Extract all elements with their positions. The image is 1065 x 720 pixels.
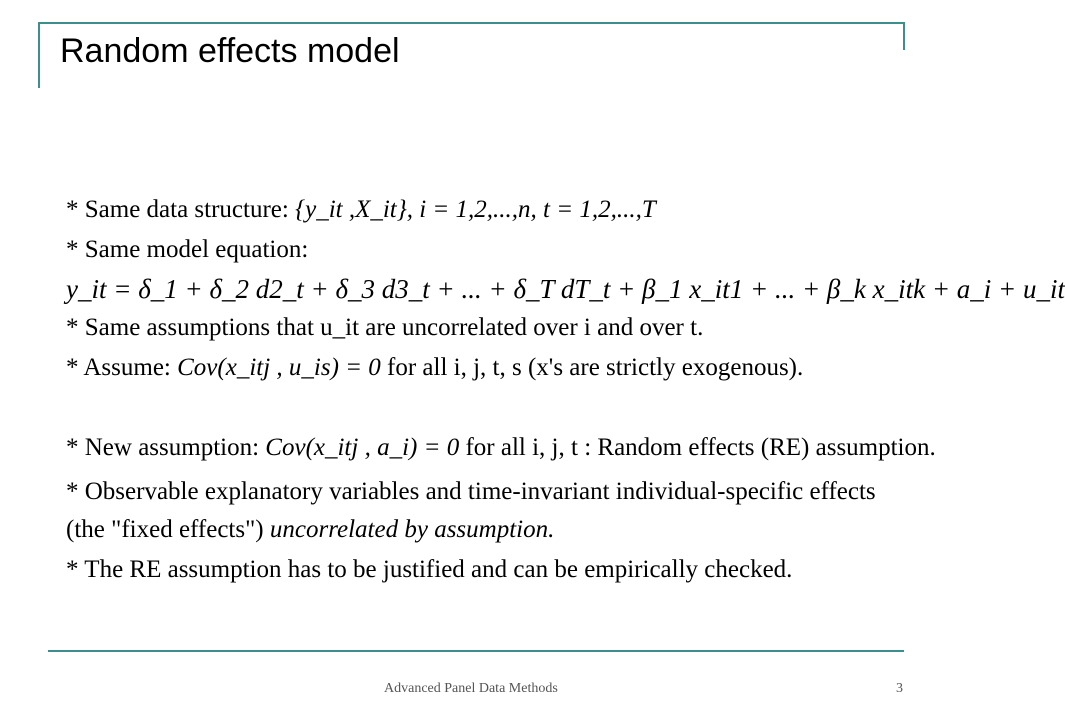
line-new-assumption-text: * New assumption:: [66, 434, 266, 461]
line-assume-text: * Assume:: [66, 354, 178, 381]
line-data-structure-math: {y_it ,X_it}, i = 1,2,...,n, t = 1,2,...,T: [295, 196, 656, 223]
line-model-equation: [66, 236, 308, 264]
line-fixed-effects-italic: uncorrelated by assumption.: [269, 516, 555, 543]
line-assume-rest: for all i, j, t, s (x's are strictly exogenous).: [380, 354, 804, 381]
line-new-assumption-math: Cov(x_itj , a_i) = 0: [265, 434, 460, 461]
line-observable: [66, 478, 876, 506]
slide-title: Random effects model: [60, 32, 400, 70]
line-observable-text: * Observable explanatory variables and time-invariant individual-specific effects: [66, 478, 876, 505]
page-number: 3: [896, 681, 903, 696]
bottom-rule: [48, 650, 904, 652]
top-right-rule: [903, 22, 905, 50]
footer-title: Advanced Panel Data Methods: [384, 681, 558, 696]
line-same-assumptions-text: * Same assumptions that u_it are uncorrelated over i and over t.: [66, 314, 704, 341]
equation: y_it = δ_1 + δ_2 d2_t + δ_3 d3_t + ... + δ_T dT_t + β_1 x_it1 + ... + β_k x_itk + a_i + u_it: [66, 274, 1065, 304]
line-re-assumption-text: * The RE assumption has to be justified and can be empirically checked.: [66, 556, 793, 583]
left-rule: [38, 22, 40, 88]
line-fixed-effects: [66, 516, 554, 544]
line-data-structure-text: * Same data structure:: [66, 196, 296, 223]
line-assume-math: Cov(x_itj , u_is) = 0: [177, 354, 381, 381]
line-same-assumptions: [66, 314, 703, 342]
line-assume: [66, 354, 803, 382]
line-data-structure: [66, 196, 656, 224]
line-model-equation-text: * Same model equation:: [66, 236, 309, 263]
top-rule: [38, 22, 904, 24]
line-new-assumption: [66, 434, 936, 462]
line-re-assumption: [66, 556, 792, 584]
line-new-assumption-rest: for all i, j, t : Random effects (RE) assumption.: [459, 434, 936, 461]
line-fixed-effects-text: (the "fixed effects"): [66, 516, 270, 543]
